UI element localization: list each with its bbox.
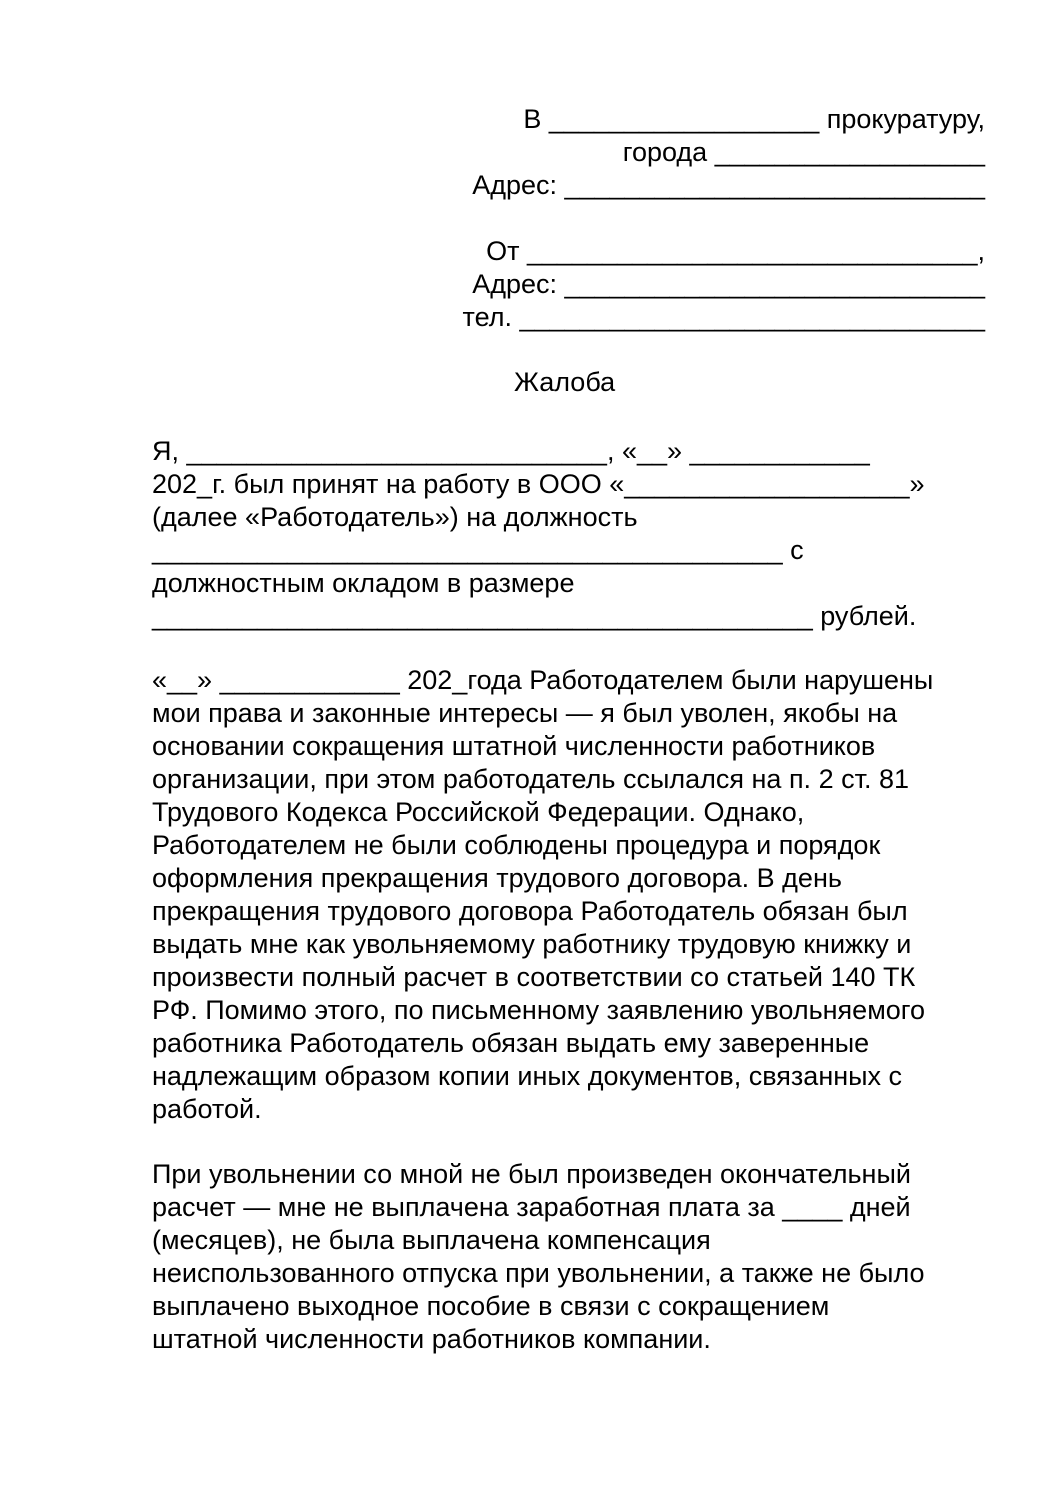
p3-line: неиспользованного отпуска при увольнении, а также не было (152, 1258, 925, 1288)
p2-line: прекращения трудового договора Работодатель обязан был (152, 896, 908, 926)
p2-line: основании сокращения штатной численности работников (152, 731, 876, 761)
p3-line: (месяцев), не была выплачена компенсация (152, 1225, 711, 1255)
p3-line: штатной численности работников компании. (152, 1324, 711, 1354)
p2-line: мои права и законные интересы — я был уволен, якобы на (152, 698, 898, 728)
intro-line-2: 202_г. был принят на работу в ООО «___________________» (152, 469, 925, 499)
p2-line: Трудового Кодекса Российской Федерации. Однако, (152, 797, 805, 827)
p3-line: выплачено выходное пособие в связи с сокращением (152, 1291, 830, 1321)
intro-line-1: Я, ____________________________, «__» ____________ (152, 436, 870, 466)
p2-line: надлежащим образом копии иных документов, связанных с (152, 1061, 903, 1091)
p2-line: оформления прекращения трудового договора. В день (152, 863, 842, 893)
intro-line-5: должностным окладом в размере (152, 568, 575, 598)
p3-line: При увольнении со мной не был произведен окончательный (152, 1159, 911, 1189)
p2-line: РФ. Помимо этого, по письменному заявлению увольняемого (152, 995, 926, 1025)
sender-phone-line: тел. _______________________________ (462, 302, 985, 332)
p2-line: выдать мне как увольняемому работнику трудовую книжку и (152, 929, 912, 959)
p2-line: произвести полный расчет в соответствии со статьей 140 ТК (152, 962, 916, 992)
addressee-prosecutor-line: В __________________ прокуратуру, (523, 104, 985, 134)
p2-line: «__» ____________ 202_года Работодателем были нарушены (152, 665, 934, 695)
addressee-city-line: города __________________ (622, 137, 985, 167)
p2-line: организации, при этом работодатель ссылался на п. 2 ст. 81 (152, 764, 909, 794)
addressee-address-line: Адрес: ____________________________ (472, 170, 985, 200)
p2-line: работой. (152, 1094, 262, 1124)
document-title: Жалоба (514, 367, 616, 397)
intro-line-6: ____________________________________________ рублей. (152, 601, 917, 631)
intro-line-3: (далее «Работодатель») на должность (152, 502, 638, 532)
sender-address-line: Адрес: ____________________________ (472, 269, 985, 299)
sender-name-line: От ______________________________, (486, 236, 985, 266)
p3-line: расчет — мне не выплачена заработная плата за ____ дней (152, 1192, 911, 1222)
p2-line: Работодателем не были соблюдены процедура и порядок (152, 830, 881, 860)
intro-line-4: __________________________________________ с (152, 535, 804, 565)
p2-line: работника Работодатель обязан выдать ему заверенные (152, 1028, 870, 1058)
